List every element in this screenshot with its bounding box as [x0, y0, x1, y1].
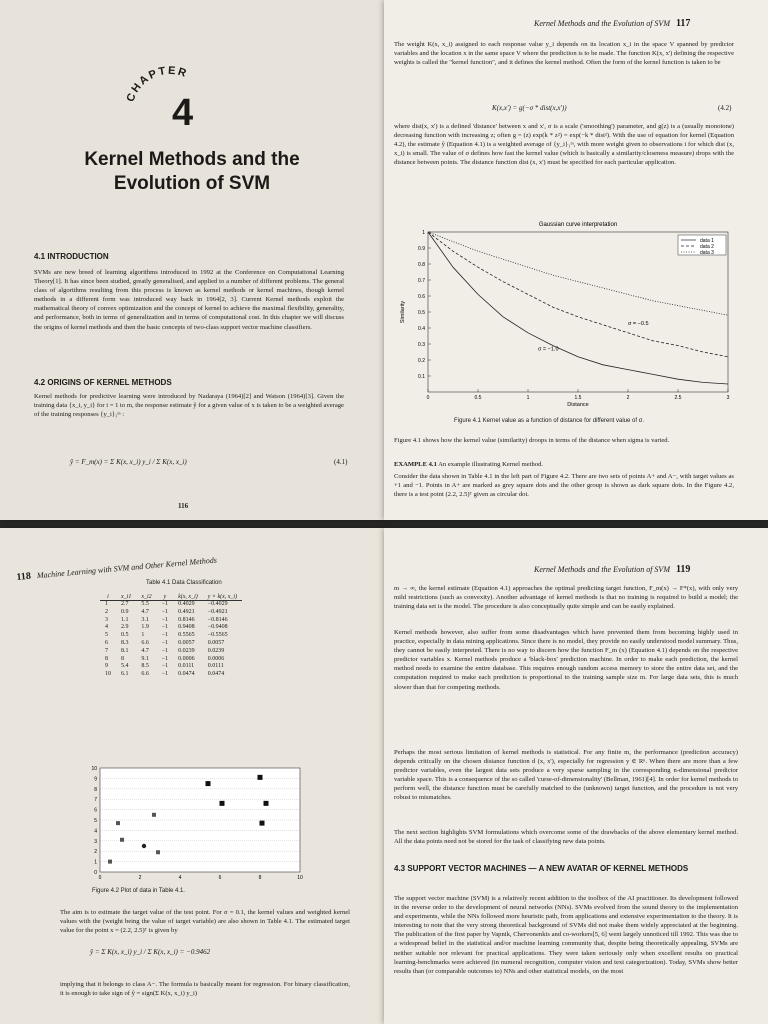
chapter-word: CHAPTER — [124, 64, 190, 104]
table-cell: −0.9408 — [207, 624, 228, 631]
y-tick-label: 9 — [94, 776, 97, 783]
table-cell: 9.1 — [141, 655, 149, 662]
table-cell: 2.7 — [121, 601, 129, 607]
page-number-116: 116 — [178, 502, 189, 510]
y-tick-label: 2 — [94, 849, 97, 856]
table-row — [100, 632, 242, 640]
point-a-minus — [156, 850, 160, 854]
y-tick-label: 1 — [422, 230, 425, 236]
section-4-1-text: SVMs are new breed of learning algorithms introduced in 1992 at the Conference on Computational Learning Theory[1]. It has since been studied, greatly generalised, and applied to a number of different problems. The general class of algorithms resulting from this process is known as kernel methods or kernel machines, though kernel methods in a different form was introduced way back in 1964[2, 3]. Current Kernel methods exploit the mathematical theory of convex optimization and the concept of kernel to achieve the maximal flexibility, generality, and performance, both in terms of generalization and in terms of computational cost. In this chapter we will discuss the origins of kernel methods and then the basic concepts of two-class support vector machine classifiers. — [34, 269, 344, 331]
table-cell: 3.1 — [141, 616, 149, 623]
x-tick-label: 1 — [526, 395, 530, 401]
table-cell: −0.4921 — [207, 608, 228, 615]
x-tick-label: 2 — [138, 875, 142, 881]
table-cell: 3 — [105, 616, 108, 623]
running-head-117 — [534, 18, 690, 29]
running-head-118 — [16, 554, 217, 582]
y-tick-label: 7 — [94, 797, 97, 804]
col-header: x_i2 — [136, 594, 156, 601]
y-tick-label: 0.1 — [418, 374, 425, 380]
table-cell: 9 — [105, 663, 108, 670]
legend-label: data 1 — [700, 238, 714, 244]
y-tick-label: 0.4 — [418, 326, 425, 332]
table-cell: −0.5565 — [207, 632, 228, 639]
x-tick-label: 3 — [726, 395, 730, 401]
x-tick-label: 0 — [98, 875, 102, 881]
table-row — [100, 617, 242, 625]
figure-4-1 — [394, 216, 740, 416]
table-cell: 7 — [105, 647, 108, 654]
table-cell: 0.4029 — [178, 601, 195, 607]
table-cell: 0.9408 — [178, 624, 195, 631]
title-line-2: Evolution of SVM — [113, 172, 271, 194]
x-tick-label: 10 — [297, 875, 303, 881]
table-cell: 8 — [121, 655, 124, 662]
y-tick-label: 3 — [94, 838, 97, 845]
point-a-plus — [260, 821, 265, 826]
table-cell: 5 — [105, 632, 108, 639]
table-cell: −0.4029 — [207, 601, 228, 607]
table-cell: 0.0006 — [207, 655, 225, 662]
table-cell: 0.0239 — [207, 647, 225, 654]
chart-title: Gaussian curve interpretation — [538, 222, 618, 228]
table-row — [100, 663, 242, 671]
equation-4-1: ŷ = F_m(x) = Σ K(x, x_i) y_i / Σ K(x, x_i) — [70, 458, 187, 466]
example-text: Consider the data shown in Table 4.1 in the left part of Figure 4.2. There are two sets of points A+ and A−, with target values as +1 and −1. Points in A+ are marked as grey square dots and the other group is shown as dark square dots. In the Figure 4.2, there is a test point (2.2, 2.5)ᵀ given as circular dot. — [394, 473, 734, 499]
table-cell: 1.1 — [121, 616, 129, 623]
equation-result: ŷ = Σ K(x, x_i) y_i / Σ K(x, x_i) = −0.9462 — [90, 948, 211, 956]
x-tick-label: 4 — [178, 875, 182, 881]
equation-4-2: K(x,x') = g(−σ * dist(x,x')) — [492, 104, 567, 112]
x-tick-label: 8 — [258, 875, 262, 881]
section-4-2-heading: 4.2 ORIGINS OF KERNEL METHODS — [34, 378, 172, 387]
page-number-118: 118 — [16, 570, 32, 583]
legend-label: data 2 — [700, 244, 714, 250]
x-tick-label: 0.5 — [474, 395, 482, 401]
para-figure-note: Figure 4.1 shows how the kernel value (similarity) droops in terms of the distance when sigma is varied. — [394, 437, 670, 444]
example-label: EXAMPLE 4.1 — [394, 461, 437, 468]
para-next-section: The next section highlights SVM formulations which overcome some of the drawbacks of the above elementary kernel method. All the data points need not be stored for the task of classifying new data points. — [394, 829, 738, 846]
table-cell: −0.8146 — [207, 616, 228, 623]
table-cell: −1 — [161, 616, 169, 623]
table-cell: 0.0239 — [178, 647, 195, 654]
scatter-chart — [86, 764, 306, 884]
table-cell: 1 — [141, 632, 145, 639]
x-tick-label: 6 — [218, 875, 222, 881]
running-head-119 — [534, 564, 690, 575]
table-cell: 0.0111 — [207, 663, 224, 670]
test-point — [142, 844, 146, 848]
running-head-text: Kernel Methods and the Evolution of SVM — [534, 19, 670, 28]
point-a-plus — [220, 801, 225, 806]
y-tick-label: 0.2 — [418, 358, 425, 364]
point-a-minus — [120, 838, 124, 842]
figure-4-2 — [86, 764, 306, 884]
table-row — [100, 609, 242, 617]
point-a-minus — [108, 860, 112, 864]
table-cell: 0.9 — [121, 608, 129, 615]
section-4-2-text: Kernel methods for predictive learning were introduced by Nadaraya (1964)[2] and Watson (1964)[3]. Given the training data {x_i, y_i} for i = 1 to m, the response estimate ŷ for a given value of x is taken to be a weighted average of the training responses {y_i}₁ᵐ : — [34, 393, 344, 419]
page-119 — [384, 528, 768, 1024]
table-cell: 5.4 — [121, 663, 129, 670]
table-cell: 2.9 — [121, 624, 129, 631]
para-estimate: The aim is to estimate the target value of the test point. For σ = 0.1, the kernel values and weighted kernel values with the (weight being the value of target variable) are also shown in Table 4.1. The estimated target value for the point x = (2.2, 2.5)ᵀ is given by — [60, 909, 350, 935]
point-a-minus — [152, 813, 156, 817]
col-header: i — [100, 594, 116, 601]
running-head-text: Kernel Methods and the Evolution of SVM — [534, 565, 670, 574]
y-tick-label: 0.7 — [418, 278, 425, 284]
page-117 — [384, 0, 768, 520]
table-cell: 0.0111 — [178, 663, 195, 670]
para-distance: where dist(x, x') is a defined 'distance' between x and x', σ is a scale ('smoothing') parameter, and g(z) is a (usually monotone) decreasing function with increasing z; often g = (z) exp(k * z²) = exp(−k * dist²). With the use of equation for kernel (Equation 4.2), the estimate ŷ (Equation 4.1) is a weighted average of {y_i}₁ᵐ, with more weight given to observations i for which dist (x, x_i) is small. The value of σ defines how fast the kernel value (which is basically a similarity/closeness measure) drops with the distance between points. The distance function dist (x, x') must be specified for each particular application. — [394, 123, 734, 167]
y-tick-label: 10 — [91, 766, 97, 772]
figure-4-1-caption: Figure 4.1 Kernel value as a function of distance for different value of σ. — [454, 418, 645, 424]
table-cell: 1 — [105, 601, 108, 607]
table-cell: 4.7 — [141, 608, 149, 615]
table-cell: 8.3 — [121, 639, 129, 646]
table-cell: 6.1 — [121, 671, 129, 678]
table-row — [100, 671, 242, 679]
table-cell: 6.6 — [141, 639, 149, 646]
table-cell: 8.5 — [141, 663, 149, 670]
example-title: An example illustrating Kernel method. — [438, 461, 544, 468]
annotation-sigma-0-5: σ = −0.5 — [628, 320, 649, 327]
point-a-plus — [264, 801, 269, 806]
y-tick-label: 4 — [94, 828, 97, 835]
x-tick-label: 0 — [426, 395, 430, 401]
y-tick-label: 5 — [94, 818, 97, 824]
table-row — [100, 624, 242, 632]
x-tick-label: 1.5 — [574, 395, 582, 401]
table-cell: 10 — [105, 671, 111, 678]
col-header: y × k(x, x_i) — [203, 594, 242, 601]
table-cell: −1 — [161, 608, 169, 615]
x-axis-label: Distance — [567, 402, 589, 408]
y-tick-label: 0 — [94, 870, 97, 876]
table-row — [100, 656, 242, 664]
table-cell: −1 — [161, 671, 169, 678]
table-cell: −1 — [161, 601, 169, 607]
y-tick-label: 0.5 — [418, 310, 425, 316]
table-cell: 0.0057 — [178, 639, 195, 646]
point-a-minus — [116, 821, 120, 825]
section-4-1-heading: 4.1 INTRODUCTION — [34, 252, 109, 261]
table-cell: 1.9 — [141, 624, 149, 631]
running-head-text: Machine Learning with SVM and Other Kernel Methods — [36, 555, 218, 581]
table-row — [100, 648, 242, 656]
table-cell: 8 — [105, 655, 108, 662]
table-cell: 0.0474 — [207, 671, 225, 678]
table-cell: −1 — [161, 632, 169, 639]
table-cell: 0.0006 — [178, 655, 195, 662]
table-cell: 6 — [105, 639, 108, 646]
page-118 — [0, 528, 384, 1024]
legend-label: data 3 — [700, 250, 714, 256]
para-weight: The weight K(x, x_i) assigned to each response value y_i depends on its location x_i in the space V spanned by predictor variables and the location x in the same space V where the prediction is to be made. The function K(x, x') defining the respective weights is called the "kernel function", and it defines the kernel method. Often the form of the kernel function is taken to be — [394, 41, 734, 67]
table-cell: 4 — [105, 624, 108, 631]
table-cell: 5.5 — [141, 601, 149, 607]
y-tick-label: 1 — [94, 859, 97, 866]
annotation-sigma-1-0: σ = −1.0 — [538, 346, 559, 353]
y-axis-label: Similarity — [400, 300, 406, 324]
figure-4-2-caption: Figure 4.2 Plot of data in Table 4.1. — [92, 888, 185, 894]
table-cell: 0.0474 — [178, 671, 195, 678]
table-cell: −1 — [161, 647, 169, 654]
table-row — [100, 640, 242, 648]
equation-4-2-number: (4.2) — [718, 104, 732, 112]
page-116 — [0, 0, 384, 520]
title-line-1: Kernel Methods and the — [84, 149, 300, 170]
y-tick-label: 0.8 — [418, 262, 425, 268]
table-4-1 — [100, 594, 242, 679]
table-cell: 0.0057 — [207, 639, 225, 646]
col-header: x_i1 — [116, 594, 136, 601]
section-4-3-heading: 4.3 SUPPORT VECTOR MACHINES — A NEW AVATAR OF KERNEL METHODS — [394, 864, 689, 873]
table-cell: −1 — [161, 655, 169, 662]
para-limit: m → ∞, the kernel estimate (Equation 4.1) approaches the optimal predicting target function, F_m(x) → F*(x), with only very mild restrictions (such as convexity). Another advantage of kernel methods is that no training is required to build a model; the training data set is the model. The procedure is also conceptually quite simple and can be easily explained. — [394, 585, 738, 611]
table-cell: 0.4921 — [178, 608, 195, 615]
table-cell: 4.7 — [141, 647, 149, 654]
chapter-number: 4 — [172, 92, 194, 134]
page-number-119: 119 — [675, 564, 691, 575]
para-classify: implying that it belongs to class A−. The formula is basically meant for regression. For binary classification, it is enough to take sign of ŷ = sign(Σ K(x, x_i) y_i) — [60, 981, 350, 998]
col-header: k(x, x_i) — [173, 594, 203, 601]
table-row — [100, 601, 242, 609]
kernel-chart — [394, 216, 740, 416]
x-tick-label: 2 — [626, 395, 630, 401]
chapter-title — [62, 148, 322, 196]
plot-frame — [428, 232, 728, 392]
para-disadvantages: Kernel methods however, also suffer from some disadvantages which have prevented them from becoming highly used in practice, especially in data mining applications. Since there is no model, they provide no easily understood model summary. Thus, they cannot be easily interpreted. There is no way to discern how the function F_m (x) (Equation 4.1) depends on the respective predictor variables x. Kernel methods produce a 'black-box' prediction machine. In order to make each prediction, the kernel method needs to examine the entire database. This requires enough random access memory to store the entire data set, and the computation required to make each prediction is proportional to the training sample size m. For large data sets, this is much slower than that for competing methods. — [394, 629, 738, 691]
section-4-3-text: The support vector machine (SVM) is a relatively recent addition to the toolbox of the AI practitioner. Its development followed in the reverse order to the development of neural networks (NNs). SVMs evolved from the sound theory to the implementation and experiments, while the NNs followed more heuristic path, from applications and extensive experimentation to the theory. It is interesting to note that the very strong theoretical background of SVMs did not make them widely appreciated at the beginning. The publication of the first paper by Vapnik, Chervonenkis and co-workers[5, 6] went largely unnoticed till 1992. This was due to a widespread belief in the statistical and/or machine learning community that, despite being theoretically appealing, SVMs are neither suitable nor relevant for practical applications. They were taken seriously only when excellent results on practical learning-benchmarks were achieved (in numeral recognition, computer vision and text categorization). Today, SVMs show better results than (or comparable outcomes to) NNs and other statistical models, on the most — [394, 895, 738, 975]
table-cell: 8.1 — [121, 647, 129, 654]
y-tick-label: 0.3 — [418, 342, 425, 348]
y-tick-label: 0.9 — [418, 246, 425, 252]
y-tick-label: 6 — [94, 807, 97, 814]
y-tick-label: 0.6 — [418, 294, 425, 300]
table-cell: 2 — [105, 608, 108, 615]
page-number-117: 117 — [675, 18, 691, 29]
y-tick-label: 8 — [94, 786, 97, 793]
table-cell: 6.6 — [141, 671, 149, 678]
table-cell: −1 — [161, 624, 169, 631]
equation-4-1-number: (4.1) — [334, 458, 348, 466]
table-cell: −1 — [161, 663, 169, 670]
table-4-1-title: Table 4.1 Data Classification — [146, 580, 222, 586]
table-cell: 0.5565 — [178, 632, 195, 639]
example-4-1 — [394, 460, 734, 469]
table-cell: 0.8146 — [178, 616, 195, 623]
chapter-arc-label — [120, 60, 220, 120]
point-a-plus — [206, 781, 211, 786]
para-statistical: Perhaps the most serious limitation of kernel methods is statistical. For any finite m, the performance (prediction accuracy) depends critically on the chosen distance function d (x, x'), especially for regression y ∈ Rⁿ. When there are more than a few predictor variables, even the largest data sets produce a very sparse sampling in the corresponding n-dimensional predictor variable space. This is a consequence of the so called 'curse-of-dimensionality' (Bellman, 1961)[4]. In order for kernel methods to perform well, the distance function must be carefully matched to the (unknown) target function, and the procedure is not very robust to mismatches. — [394, 749, 738, 802]
table-cell: −1 — [161, 639, 169, 646]
col-header: y — [157, 594, 173, 601]
x-tick-label: 2.5 — [674, 395, 682, 401]
table-cell: 0.5 — [121, 632, 129, 639]
point-a-plus — [258, 775, 263, 780]
